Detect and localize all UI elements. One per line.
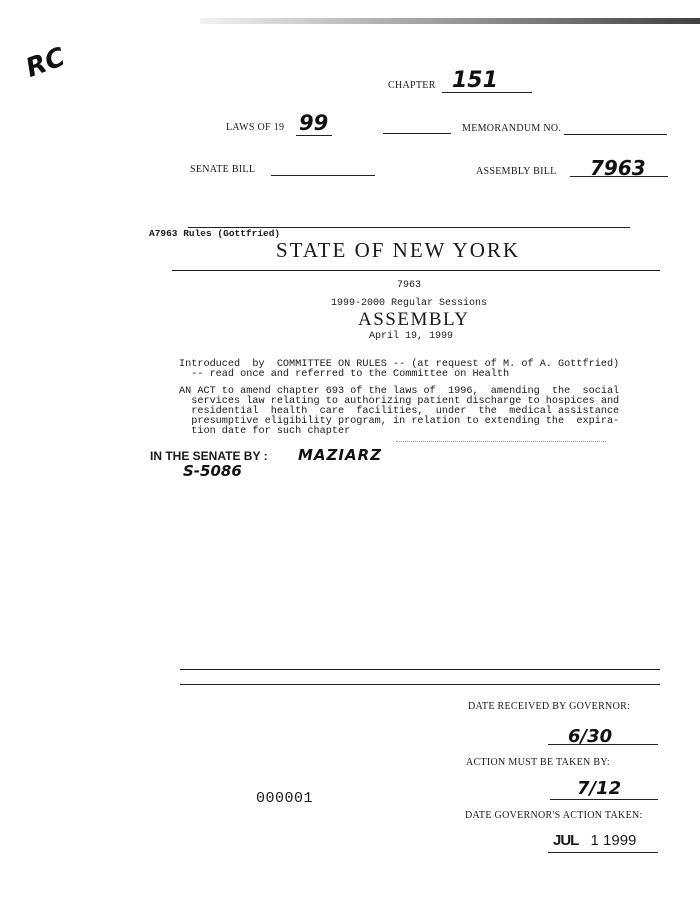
laws-of-label: LAWS OF 19 <box>226 122 285 133</box>
chapter-value: 151 <box>452 68 498 93</box>
assembly-bill-underline <box>570 176 668 177</box>
scan-edge-band <box>200 18 700 24</box>
senate-by-label: IN THE SENATE BY : <box>150 449 268 463</box>
assembly-bill-value: 7963 <box>590 156 646 180</box>
bill-date: April 19, 1999 <box>369 331 454 342</box>
bottom-rule-1 <box>180 669 660 670</box>
bill-number: 7963 <box>397 280 422 291</box>
act-line-1: AN ACT to amend chapter 693 of the laws of 1996, amending the social <box>179 386 620 397</box>
act-line-4: presumptive eligibility program, in relation to extending the expira- <box>179 416 620 427</box>
act-line-5: tion date for such chapter <box>179 426 351 437</box>
assembly-bill-label: ASSEMBLY BILL <box>476 166 557 177</box>
senate-bill-number: S-5086 <box>183 462 242 480</box>
sponsor-line: A7963 Rules (Gottfried) <box>149 228 281 239</box>
date-received-line <box>548 744 658 745</box>
page-number: 000001 <box>256 790 314 807</box>
title-rule <box>172 270 660 271</box>
action-taken-label: DATE GOVERNOR'S ACTION TAKEN: <box>465 810 643 821</box>
introduced-line-1: Introduced by COMMITTEE ON RULES -- (at request of M. of A. Gottfried) <box>179 359 620 370</box>
senate-bill-line <box>271 175 375 176</box>
senate-sponsor: MAZIARZ <box>298 446 383 464</box>
date-received-label: DATE RECEIVED BY GOVERNOR: <box>468 701 631 712</box>
action-taken-month: JUL <box>553 832 579 849</box>
act-line-3: residential health care facilities, under the medical assistance <box>179 406 620 417</box>
action-taken-day-year: 1 1999 <box>590 832 637 849</box>
bottom-rule-2 <box>180 684 660 685</box>
chamber: ASSEMBLY <box>358 309 470 330</box>
action-deadline-value: 7/12 <box>577 778 622 799</box>
act-line-2: services law relating to authorizing patient discharge to hospices and <box>179 396 620 407</box>
action-deadline-label: ACTION MUST BE TAKEN BY: <box>466 757 611 768</box>
session: 1999-2000 Regular Sessions <box>331 298 488 309</box>
chapter-label: CHAPTER <box>388 80 436 91</box>
laws-blank-line <box>383 133 451 134</box>
handwritten-initials: RC <box>22 42 70 84</box>
action-taken-line <box>548 852 658 853</box>
laws-of-value: 99 <box>299 111 329 135</box>
introduced-line-2: -- read once and referred to the Committee on Health <box>179 369 510 380</box>
scan-dotted-line <box>396 441 606 442</box>
memorandum-line <box>564 134 667 135</box>
action-taken-stamp <box>553 832 636 849</box>
laws-of-underline <box>296 135 332 136</box>
date-received-value: 6/30 <box>568 726 613 747</box>
memorandum-label: MEMORANDUM NO. <box>462 123 562 134</box>
chapter-underline <box>442 92 532 93</box>
senate-bill-label: SENATE BILL <box>190 164 256 175</box>
state-title: STATE OF NEW YORK <box>276 238 521 262</box>
action-deadline-line <box>550 799 658 800</box>
